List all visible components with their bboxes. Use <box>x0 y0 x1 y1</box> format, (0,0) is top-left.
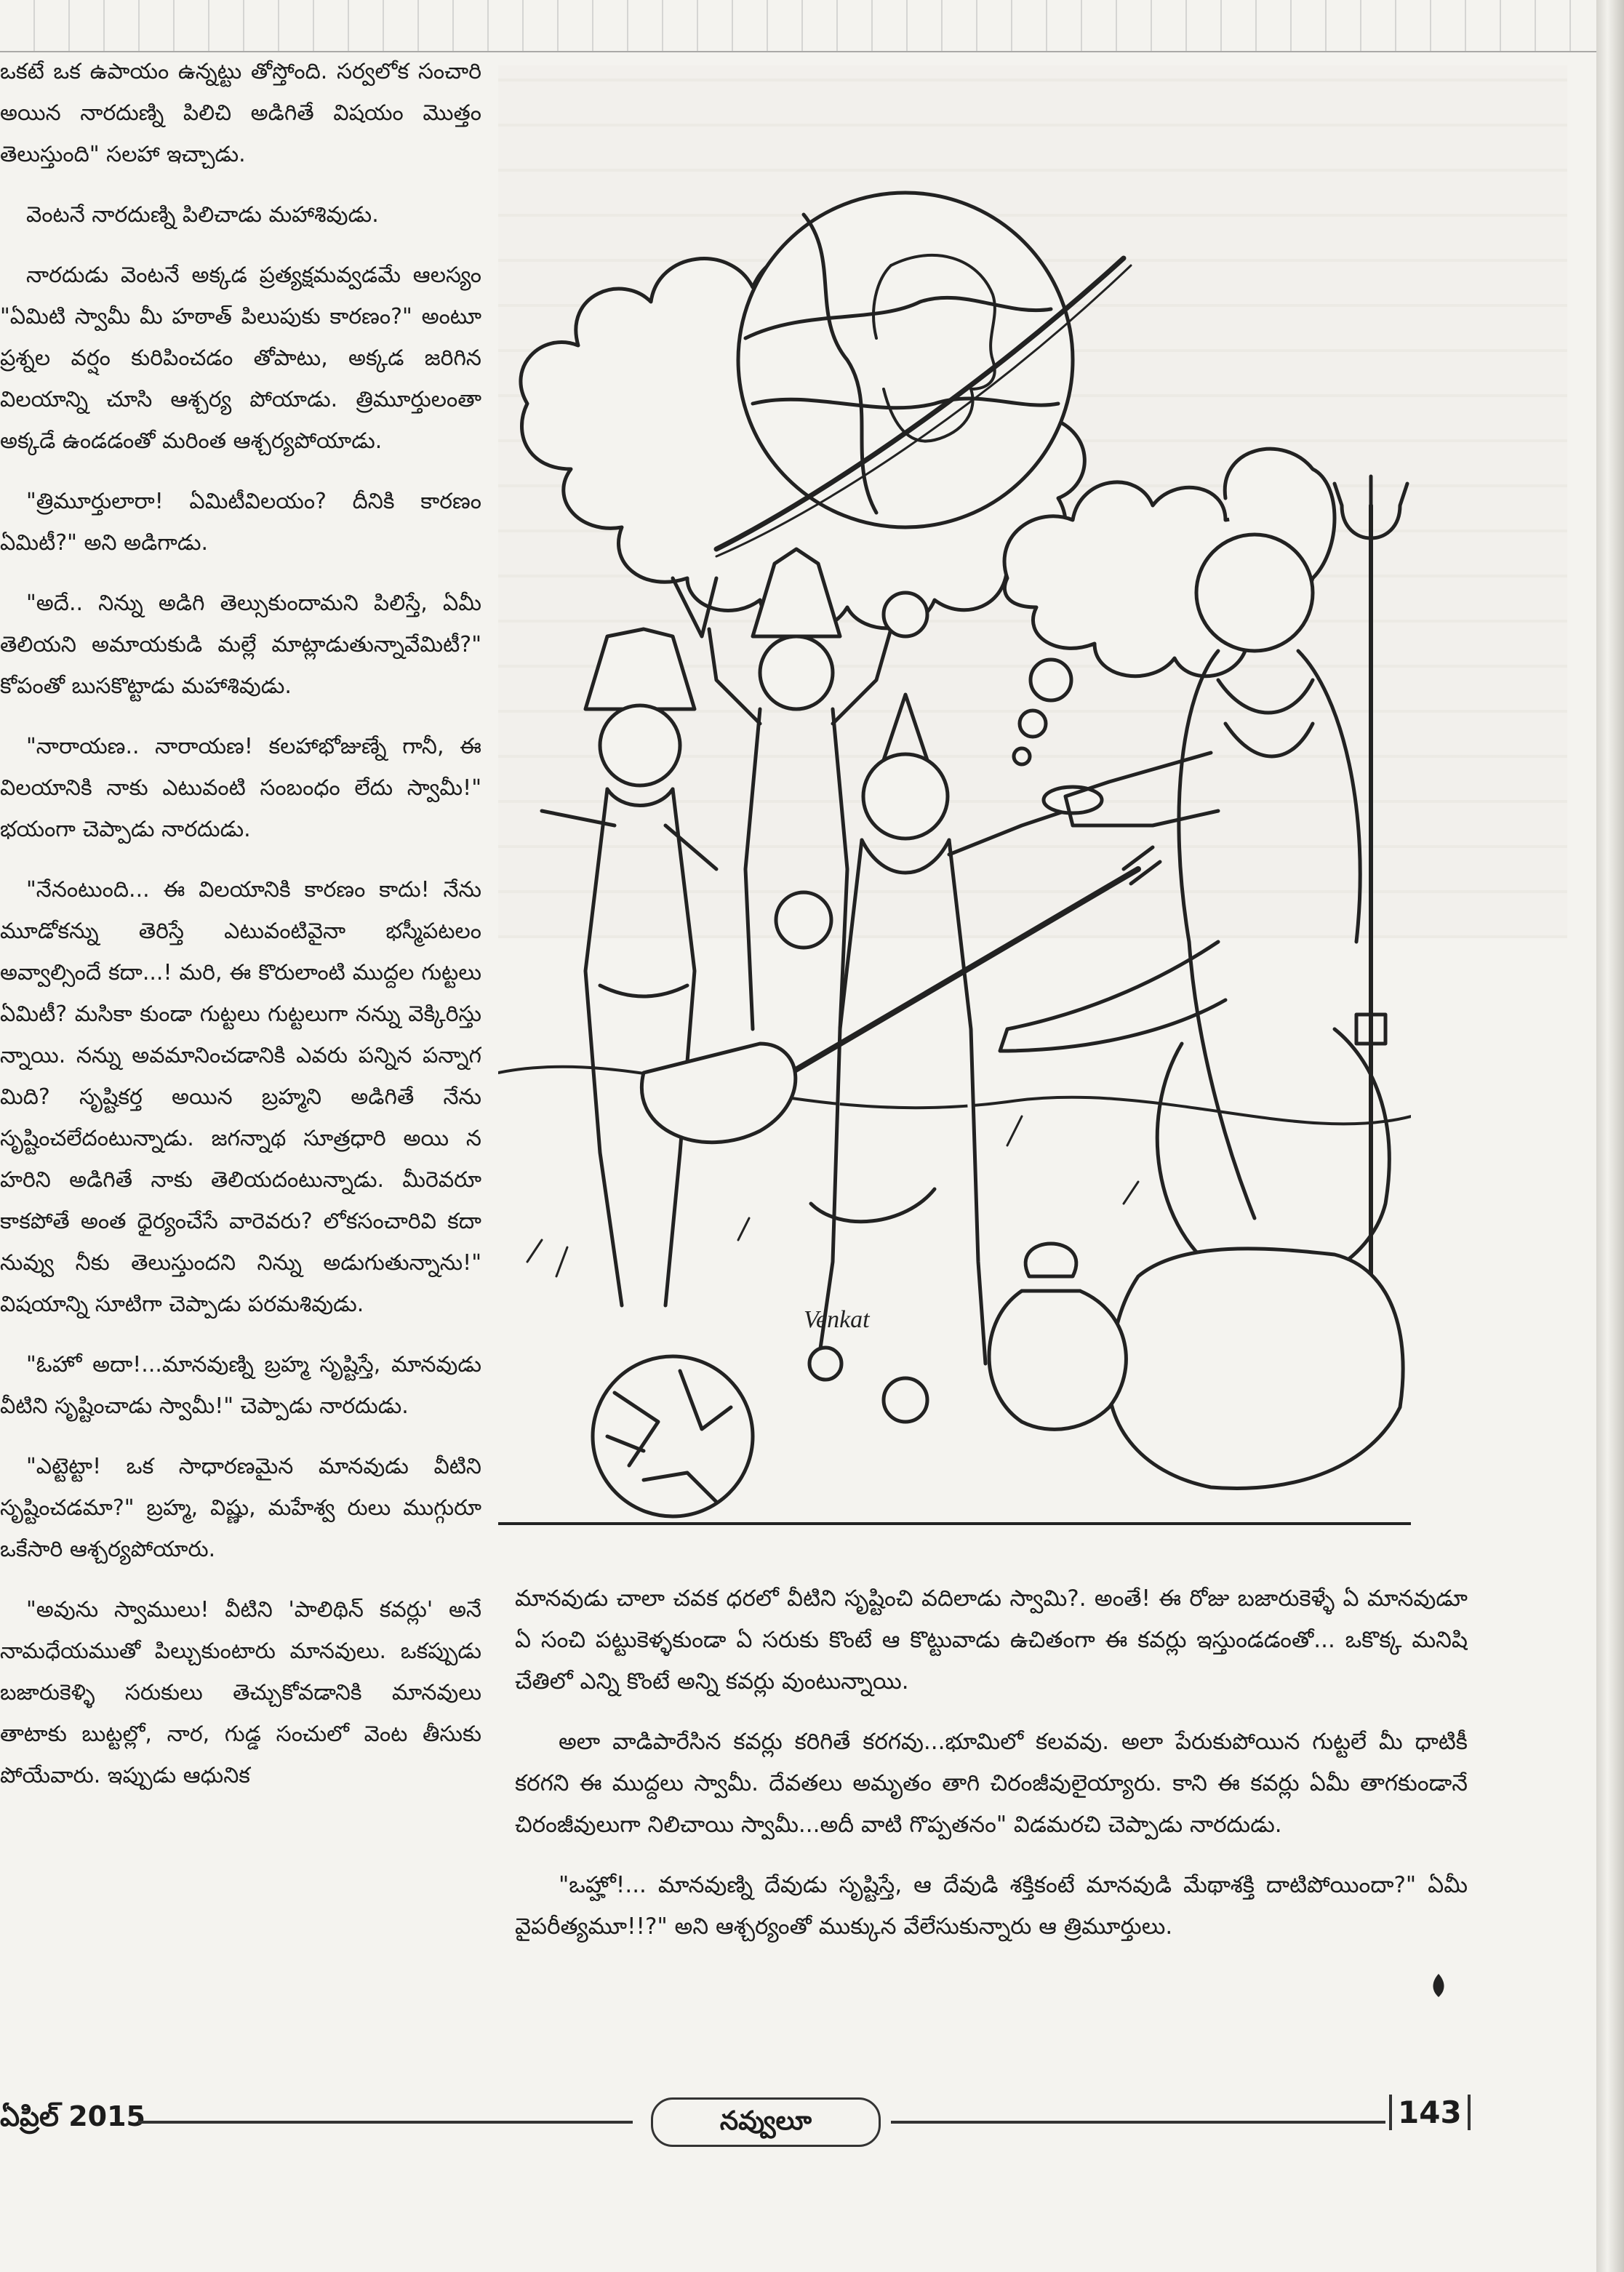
paragraph: మానవుడు చాలా చవక ధరలో వీటిని సృష్టించి వదిలాడు స్వామి?. అంతే! ఈ రోజు బజారుకెళ్ళే ఏ మానవుడూ ఏ సంచి పట్టుకెళ్ళకుండా ఏ సరుకు కొంటే ఆ కొట్టువాడు ఉచితంగా ఈ కవర్లు ఇస్తుండడంతో... ఒకొక్క మనిషి చేతిలో ఎన్ని కొంటే అన్ని కవర్లు వుంటున్నాయి. <box>515 1585 1468 1695</box>
ground <box>498 1067 1411 1124</box>
page-footer <box>0 2095 1596 2160</box>
magazine-logo: నవ్వులూ <box>651 2097 881 2147</box>
paragraph: "ఓహో అదా!...మానవుణ్ని బ్రహ్మ సృష్టిస్తే, మానవుడు వీటిని సృష్టించాడు స్వామీ!" చెప్పాడు నారదుడు. <box>0 1352 481 1419</box>
rock-seat <box>1108 1249 1403 1489</box>
paragraph: అలా వాడిపారేసిన కవర్లు కరిగితే కరగవు...భూమిలో కలవవు. అలా పేరుకుపోయిన గుట్టలే మీ ధాటికీ కరగని ఈ ముద్దలు స్వామీ. దేవతలు అమృతం తాగి చిరంజీవులైయ్యారు. కాని ఈ కవర్లు ఏమీ తాగకుండానే చిరంజీవులుగా నిలిచాయి స్వామీ...అదీ వాటి గొప్పతనం" విడమరచి చెప్పాడు నారదుడు. <box>515 1729 1468 1838</box>
left-text-column <box>0 51 481 2000</box>
issue-date: ఏప్రిల్ 2015 <box>0 2100 145 2132</box>
paragraph: "ఒహ్హో!... మానవుణ్ని దేవుడు సృష్టిస్తే, ఆ దేవుడి శక్తికంటే మానవుడి మేథాశక్తి దాటిపోయిందా?" ఏమీ వైపరీత్యమూ!!?" అని ఆశ్చర్యంతో ముక్కున వేలేసుకున్నారు ఆ త్రిమూర్తులు. <box>515 1872 1468 1940</box>
polythene-ball <box>593 1356 753 1516</box>
paragraph: "అదే.. నిన్ను అడిగి తెల్సుకుందామని పిలిస్తే, ఏమీ తెలియని అమాయకుడి మల్లే మాట్లాడుతున్నావేమిటీ?" కోపంతో బుసకొట్టాడు మహాశివుడు. <box>0 591 481 699</box>
page-number: 143 <box>1389 2095 1471 2130</box>
decorative-top-border <box>0 0 1596 52</box>
footer-rule <box>891 2121 1385 2124</box>
paragraph: నారదుడు వెంటనే అక్కడ ప్రత్యక్షమవ్వడమే ఆలస్యం "ఏమిటి స్వామీ మీ హఠాత్ పిలుపుకు కారణం?" అంటూ ప్రశ్నల వర్షం కురిపించడం తోపాటు, అక్కడ జరిగిన విలయాన్ని చూసి ఆశ్చర్య పోయాడు. త్రిమూర్తులంతా అక్కడే ఉండడంతో మరింత ఆశ్చర్యపోయాడు. <box>0 263 481 454</box>
paragraph: "త్రిమూర్తులారా! ఏమిటీవిలయం? దీనికి కారణం ఏమిటీ?" అని అడిగాడు. <box>0 489 481 556</box>
paragraph: "నేనంటుంది... ఈ విలయానికి కారణం కాదు! నేను మూడోకన్ను తెరిస్తే ఎటువంటివైనా భస్మీపటలం అవ్వాల్సిందే కదా...! మరి, ఈ కొరులాంటి ముద్దల గుట్టలు ఏమిటీ? మసికా కుండా గుట్టలు గుట్టలుగా నన్ను వెక్కిరిస్తు న్నాయి. నన్ను అవమానించడానికి ఎవరు పన్నిన పన్నాగ మిది? సృష్టికర్త అయిన బ్రహ్మని అడిగితే నేను సృష్టించలేదంటున్నాడు. జగన్నాథ సూత్రధారి అయి న హరిని అడిగితే నాకు తెలియదంటున్నాడు. మీరెవరూ కాకపోతే అంత ధైర్యంచేసే వారెవరు? లోకసంచారివి కదా నువ్వు నీకు తెలుస్తుందని నిన్ను అడుగుతున్నాను!" విషయాన్ని సూటిగా చెప్పాడు పరమశివుడు. <box>0 877 481 1317</box>
story-illustration <box>498 171 1411 1556</box>
paragraph: "ఎట్టెట్టా! ఒక సాధారణమైన మానవుడు వీటిని సృష్టించడమా?" బ్రహ్మ, విష్ణు, మహేశ్వ రులు ముగ్గురూ ఒకేసారి ఆశ్చర్యపోయారు. <box>0 1454 481 1562</box>
trident <box>1335 476 1407 1335</box>
bottom-text-block <box>515 1578 1468 2015</box>
book-spine <box>1596 0 1624 2272</box>
brahma-figure <box>542 629 716 1305</box>
story-end-icon <box>1429 1972 1448 1999</box>
paragraph: ఒకటే ఒక ఉపాయం ఉన్నట్టు తోస్తోంది. సర్వలోక సంచారి అయిన నారదుణ్ని పిలిచి అడిగితే విషయం మొత్తం తెలుస్తుంది" సలహా ఇచ్చాడు. <box>0 59 481 167</box>
footer-rule <box>138 2121 633 2124</box>
paragraph: "నారాయణ.. నారాయణ! కలహాభోజుణ్నే గానీ, ఈ విలయానికి నాకు ఎటువంటి సంబంధం లేదు స్వామీ!" భయంగా చెప్పాడు నారదుడు. <box>0 734 481 842</box>
paragraph: "అవును స్వాములు! వీటిని 'పాలిథిన్ కవర్లు' అనే నామధేయముతో పిల్చుకుంటారు మానవులు. ఒకప్పుడు బజారుకెళ్ళి సరుకులు తెచ్చుకోవడానికి మానవులు తాటాకు బుట్టల్లో, నార, గుడ్డ సంచులో వెంట తీసుకు పోయేవారు. ఇప్పుడు ఆధునిక <box>0 1597 481 1788</box>
artist-signature: Venkat <box>804 1306 870 1333</box>
water-pot <box>989 1244 1126 1429</box>
paragraph: వెంటనే నారదుణ్ని పిలిచాడు మహాశివుడు. <box>26 202 379 228</box>
